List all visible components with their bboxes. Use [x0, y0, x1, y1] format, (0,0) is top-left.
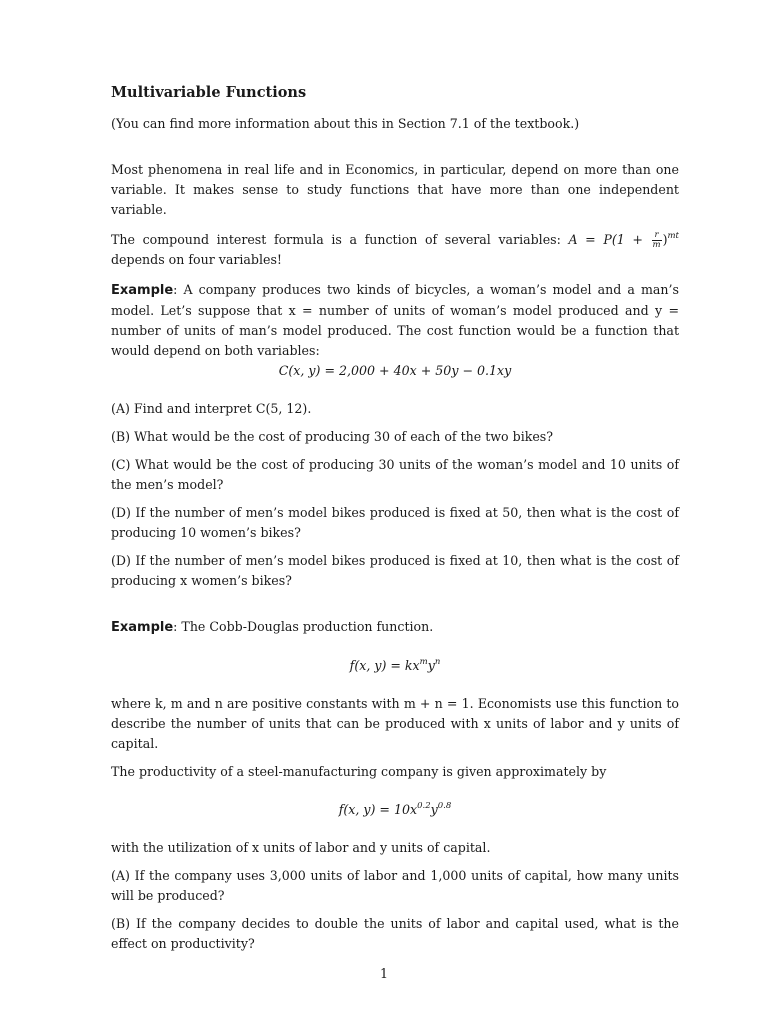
compound-lead: The compound interest formula is a function of several variables: [111, 232, 569, 247]
compound-formula-close: ) [662, 232, 668, 247]
example1-paragraph [111, 280, 679, 361]
compound-interest-paragraph [111, 230, 679, 270]
example2-text: : The Cobb-Douglas production function. [173, 619, 434, 634]
cobb-douglas-base: f(x, y) = kx [349, 658, 420, 673]
page-number: 1 [379, 966, 388, 981]
productivity-intro: The productivity of a steel-manufacturing company is given approximately by [111, 764, 607, 779]
cobb-douglas-equation [111, 656, 679, 676]
fraction-numerator: r [652, 231, 662, 241]
productivity-exp-x: 0.2 [417, 800, 431, 811]
fraction-denominator: m [652, 240, 661, 250]
example1-question-b: (B) What would be the cost of producing 30 of each of the two bikes? [111, 429, 554, 444]
example2-paragraph [111, 617, 679, 638]
cobb-douglas-exp-m: m [419, 656, 428, 667]
example2-label: Example [111, 620, 174, 635]
document-page [111, 84, 679, 954]
cobb-douglas-exp-n: n [434, 656, 441, 667]
compound-formula-exponent: mt [667, 230, 679, 241]
page-title: Multivariable Functions [111, 84, 307, 101]
compound-fraction [652, 231, 662, 250]
intro-paragraph: Most phenomena in real life and in Economics, in particular, depend on more than one variable. It makes sense to study functions that have more than one independent variable. [111, 162, 679, 217]
example2-question-a: (A) If the company uses 3,000 units of labor and 1,000 units of capital, how many units will be produced? [111, 868, 679, 903]
compound-formula-lhs: A = P(1 + [568, 232, 651, 247]
example1-text: : A company produces two kinds of bicycles, a woman’s model and a man’s model. Let’s suppose that x = number of units of woman’s model produced and y = number of units of man’s model produced. The cost function would be a function that would depend on both variables: [111, 282, 679, 358]
example1-question-d2: (D) If the number of men’s model bikes produced is fixed at 10, then what is the cost of producing x women’s bikes? [111, 553, 679, 588]
productivity-exp-y: 0.8 [437, 800, 452, 811]
cobb-douglas-y: y [427, 658, 435, 673]
example1-question-c: (C) What would be the cost of producing 30 units of the woman’s model and 10 units of the men’s model? [111, 457, 679, 492]
compound-trail: depends on four variables! [111, 252, 282, 267]
productivity-base: f(x, y) = 10x [338, 802, 418, 817]
cost-function-equation: C(x, y) = 2,000 + 40x + 50y − 0.1xy [278, 363, 512, 378]
cobb-douglas-description: where k, m and n are positive constants with m + n = 1. Economists use this function to describe the number of units that can be produced with x units of labor and y units of capital. [111, 696, 679, 751]
productivity-y: y [430, 802, 438, 817]
example2-question-b: (B) If the company decides to double the units of labor and capital used, what is the effect on productivity? [111, 916, 679, 951]
example1-question-d1: (D) If the number of men’s model bikes produced is fixed at 50, then what is the cost of producing 10 women’s bikes? [111, 505, 679, 540]
utilization-sentence: with the utilization of x units of labor and y units of capital. [111, 840, 491, 855]
example1-label: Example [111, 283, 174, 298]
productivity-equation [111, 800, 679, 820]
reference-note: (You can find more information about this in Section 7.1 of the textbook.) [111, 116, 580, 131]
example1-question-a: (A) Find and interpret C(5, 12). [111, 401, 312, 416]
